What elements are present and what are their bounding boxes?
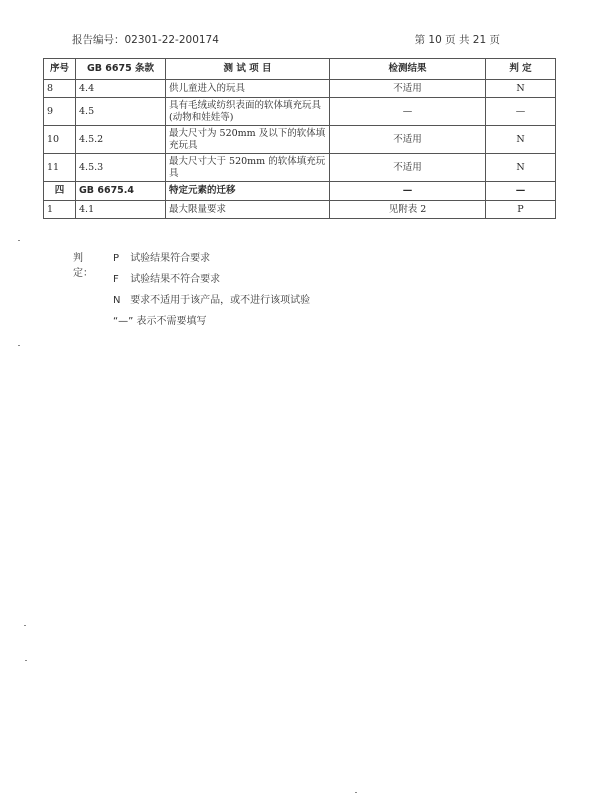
row-number: 10	[44, 126, 76, 154]
legend-text: 要求不适用于该产品，或不进行该项试验	[130, 295, 311, 306]
column-header-clause: GB 6675 条款	[76, 59, 166, 80]
row-test-item: 特定元素的迁移	[166, 182, 330, 201]
row-judgement: P	[486, 201, 556, 219]
row-result: 不适用	[330, 154, 486, 182]
legend-text: “—” 表示不需要填写	[113, 316, 207, 327]
row-clause: 4.5.2	[76, 126, 166, 154]
row-clause: 4.5	[76, 98, 166, 126]
row-result: —	[330, 182, 486, 201]
row-result: —	[330, 98, 486, 126]
scan-speck	[18, 240, 20, 241]
row-test-item: 最大尺寸为 520mm 及以下的软体填充玩具	[166, 126, 330, 154]
page-header	[72, 32, 500, 48]
row-number: 9	[44, 98, 76, 126]
row-number: 11	[44, 154, 76, 182]
table-row	[44, 98, 556, 126]
scan-speck	[18, 345, 20, 346]
row-number: 8	[44, 80, 76, 98]
scan-speck	[24, 625, 26, 626]
row-judgement: N	[486, 154, 556, 182]
table-row	[44, 80, 556, 98]
table-row	[44, 126, 556, 154]
row-clause: 4.4	[76, 80, 166, 98]
row-judgement: —	[486, 98, 556, 126]
legend-code: N	[113, 295, 121, 306]
legend-text: 试验结果符合要求	[130, 253, 211, 264]
legend-title: 判定：	[73, 253, 93, 279]
test-results-table	[43, 58, 556, 219]
scan-speck	[355, 792, 357, 793]
page-number: 第 10 页 共 21 页	[414, 34, 500, 46]
column-header-item: 测 试 项 目	[166, 59, 330, 80]
row-judgement: N	[486, 126, 556, 154]
scan-speck	[25, 660, 27, 661]
legend-item	[113, 312, 207, 327]
row-clause: 4.1	[76, 201, 166, 219]
row-judgement: —	[486, 182, 556, 201]
row-test-item: 具有毛绒或纺织表面的软体填充玩具(动物和娃娃等)	[166, 98, 330, 126]
row-number: 1	[44, 201, 76, 219]
row-test-item: 供儿童进入的玩具	[166, 80, 330, 98]
table-row	[44, 154, 556, 182]
column-header-result: 检测结果	[330, 59, 486, 80]
row-clause: GB 6675.4	[76, 182, 166, 201]
row-judgement: N	[486, 80, 556, 98]
row-number: 四	[44, 182, 76, 201]
row-test-item: 最大限量要求	[166, 201, 330, 219]
table-header-row	[44, 59, 556, 80]
legend-text: 试验结果不符合要求	[130, 274, 221, 285]
row-result: 不适用	[330, 126, 486, 154]
legend-code: P	[113, 253, 120, 264]
column-header-number: 序号	[44, 59, 76, 80]
report-number: 报告编号：02301-22-200174	[72, 34, 219, 46]
column-header-judgement: 判 定	[486, 59, 556, 80]
row-result: 见附表 2	[330, 201, 486, 219]
table-section-row	[44, 182, 556, 201]
legend-code: F	[113, 274, 119, 285]
legend-item	[113, 291, 310, 306]
legend-item	[113, 249, 210, 264]
row-result: 不适用	[330, 80, 486, 98]
row-test-item: 最大尺寸大于 520mm 的软体填充玩具	[166, 154, 330, 182]
legend-item	[113, 270, 220, 285]
table-row	[44, 201, 556, 219]
row-clause: 4.5.3	[76, 154, 166, 182]
